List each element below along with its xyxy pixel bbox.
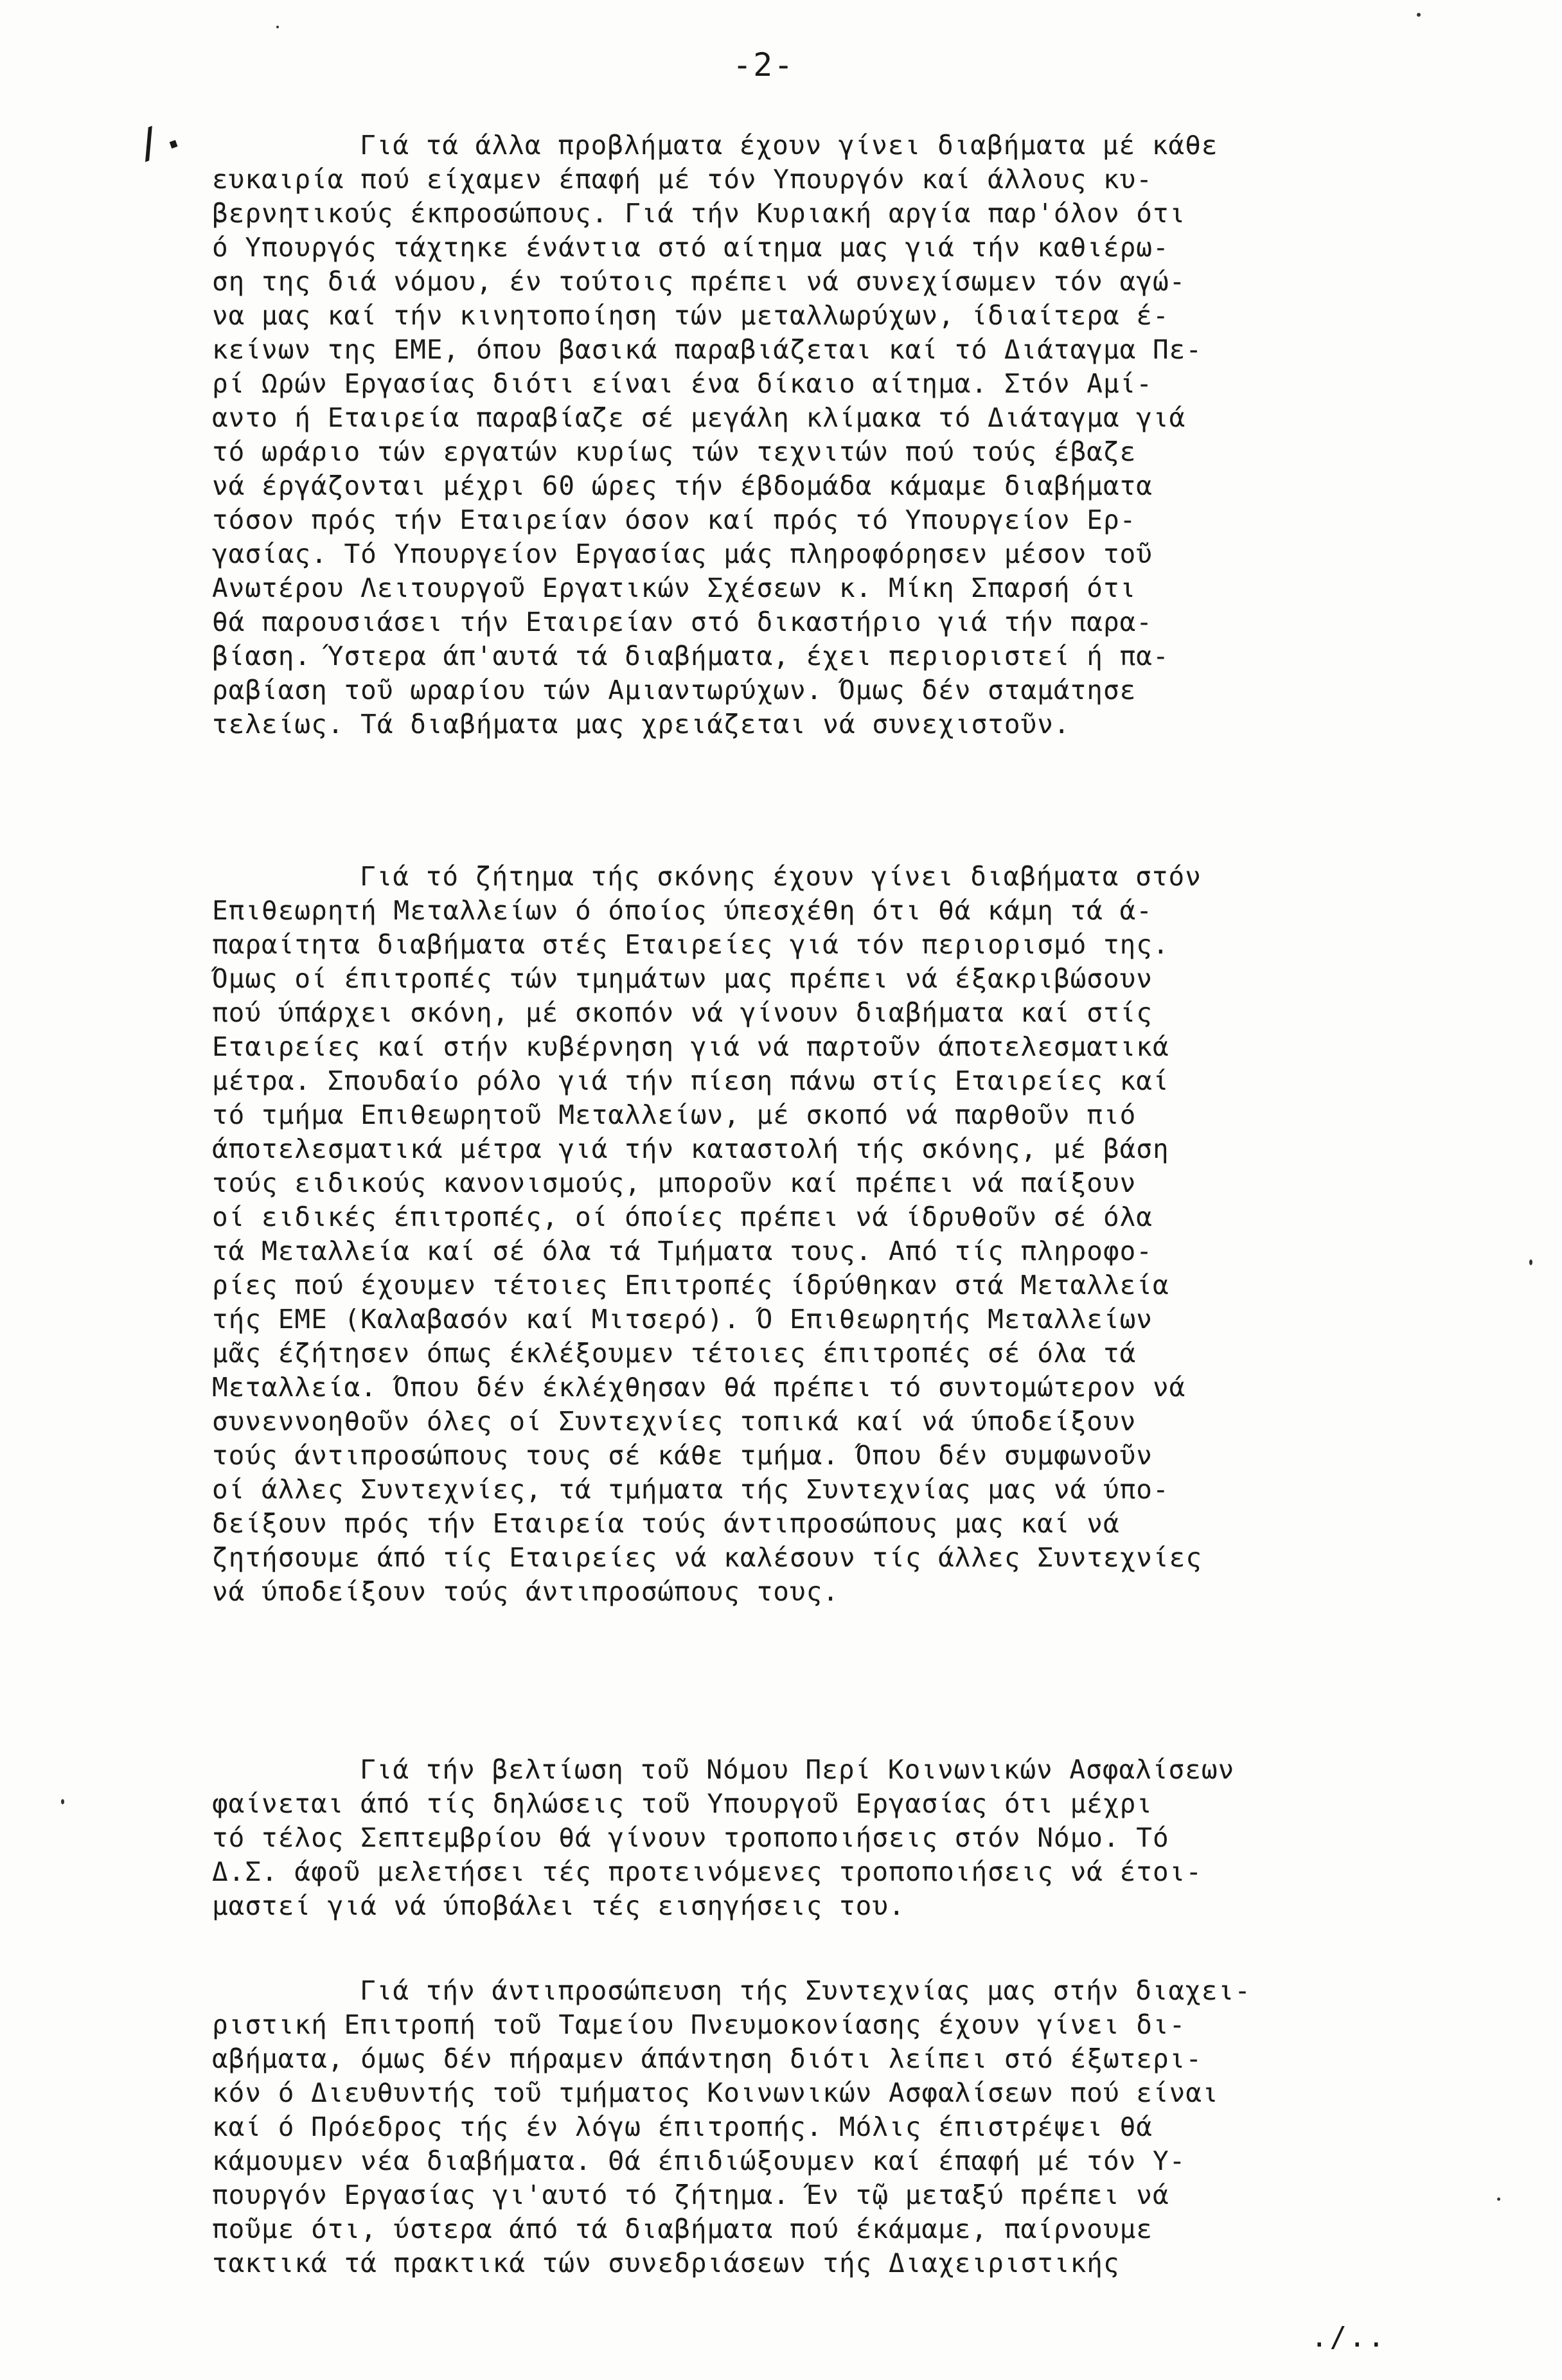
paragraph-working-conditions <box>212 129 1471 742</box>
text-line: ρί Ωρών Εργασίας διότι είναι ένα δίκαιο αίτημα. Στόν Αμί- <box>212 368 1153 399</box>
text-line: τό τμήμα Επιθεωρητοῦ Μεταλλείων, μέ σκοπό νά παρθοῦν πιό <box>212 1099 1137 1130</box>
text-line: άποτελεσματικά μέτρα γιά τήν καταστολή τής σκόνης, μέ βάση <box>212 1133 1169 1164</box>
text-line: Μεταλλεία. Όπου δέν έκλέχθησαν θά πρέπει τό συντομώτερον νά <box>212 1372 1186 1403</box>
text-line: Γιά τήν άντιπροσώπευση τής Συντεχνίας μας στήν διαχει- <box>360 1975 1251 2006</box>
text-line: γασίας. Τό Υπουργείον Εργασίας μάς πληροφόρησεν μέσον τοῦ <box>212 538 1153 569</box>
text-line: βερνητικούς έκπροσώπους. Γιά τήν Κυριακή αργία παρ'όλον ότι <box>212 198 1186 229</box>
text-line: Γιά τό ζήτημα τής σκόνης έχουν γίνει διαβήματα στόν <box>360 861 1202 892</box>
scan-speck <box>1529 1259 1532 1265</box>
text-line: πού ύπάρχει σκόνη, μέ σκοπόν νά γίνουν διαβήματα καί στίς <box>212 997 1153 1028</box>
text-line: ό Υπουργός τάχτηκε ένάντια στό αίτημα μας γιά τήν καθιέρω- <box>212 232 1169 263</box>
text-line: τούς άντιπροσώπους τους σέ κάθε τμήμα. Όπου δέν συμφωνοῦν <box>212 1440 1153 1471</box>
text-line: μαστεί γιά νά ύποβάλει τές εισηγήσεις του. <box>212 1890 905 1921</box>
scan-speck <box>1417 13 1421 17</box>
text-line: ευκαιρία πού είχαμεν έπαφή μέ τόν Υπουργόν καί άλλους κυ- <box>212 164 1153 195</box>
text-line: οί ειδικές έπιτροπές, οί όποίες πρέπει νά ίδρυθοῦν σέ όλα <box>212 1202 1153 1232</box>
text-line: τούς ειδικούς κανονισμούς, μποροῦν καί πρέπει νά παίξουν <box>212 1168 1137 1198</box>
text-line: τό τέλος Σεπτεμβρίου θά γίνουν τροποποιήσεις στόν Νόμο. Τό <box>212 1822 1169 1853</box>
page-number: -2- <box>732 46 795 84</box>
text-line: Εταιρείες καί στήν κυβέρνηση γιά νά παρτοῦν άποτελεσματικά <box>212 1031 1169 1062</box>
text-line: τά Μεταλλεία καί σέ όλα τά Τμήματα τους. Από τίς πληροφο- <box>212 1236 1153 1266</box>
text-line: κείνων της ΕΜΕ, όπου βασικά παραβιάζεται καί τό Διάταγμα Πε- <box>212 334 1203 365</box>
text-line: μέτρα. Σπουδαίο ρόλο γιά τήν πίεση πάνω στίς Εταιρείες καί <box>212 1065 1169 1096</box>
text-line: ραβίαση τοῦ ωραρίου τών Αμιαντωρύχων. Όμως δέν σταμάτησε <box>212 675 1137 706</box>
text-line: παραίτητα διαβήματα στές Εταιρείες γιά τόν περιορισμό της. <box>212 929 1169 960</box>
scan-speck <box>276 26 279 28</box>
text-line: Επιθεωρητή Μεταλλείων ό όποίος ύπεσχέθη ότι θά κάμη τά ά- <box>212 895 1153 926</box>
text-line: βίαση. Ύστερα άπ'αυτά τά διαβήματα, έχει περιοριστεί ή πα- <box>212 641 1169 671</box>
continuation-mark: ./.. <box>1311 2321 1387 2354</box>
text-line: ριστική Επιτροπή τοῦ Ταμείου Πνευμοκονίασης έχουν γίνει δι- <box>212 2009 1186 2040</box>
text-line: νά ύποδείξουν τούς άντιπροσώπους τους. <box>212 1576 839 1607</box>
text-line: κάμουμεν νέα διαβήματα. Θά έπιδιώξουμεν καί έπαφή μέ τόν Υ- <box>212 2145 1186 2176</box>
text-line: Όμως οί έπιτροπές τών τμημάτων μας πρέπει νά έξακριβώσουν <box>212 963 1153 994</box>
text-line: αβήματα, όμως δέν πήραμεν άπάντηση διότι λείπει στό έξωτερι- <box>212 2043 1203 2074</box>
text-line: φαίνεται άπό τίς δηλώσεις τοῦ Υπουργοῦ Εργασίας ότι μέχρι <box>212 1788 1153 1819</box>
text-line: ση της διά νόμου, έν τούτοις πρέπει νά συνεχίσωμεν τόν αγώ- <box>212 266 1186 297</box>
text-line: νά έργάζονται μέχρι 60 ώρες τήν έβδομάδα κάμαμε διαβήματα <box>212 470 1153 501</box>
text-line: ζητήσουμε άπό τίς Εταιρείες νά καλέσουν τίς άλλες Συντεχνίες <box>212 1542 1203 1573</box>
paragraph-dust-issue <box>212 860 1471 1609</box>
text-line: Γιά τά άλλα προβλήματα έχουν γίνει διαβήματα μέ κάθε <box>360 130 1218 161</box>
text-line: οί άλλες Συντεχνίες, τά τμήματα τής Συντεχνίας μας νά ύπο- <box>212 1474 1169 1505</box>
text-line: ποῦμε ότι, ύστερα άπό τά διαβήματα πού έκάμαμε, παίρνουμε <box>212 2214 1153 2244</box>
paragraph-pneumoconiosis-fund <box>212 1974 1471 2280</box>
text-line: ρίες πού έχουμεν τέτοιες Επιτροπές ίδρύθηκαν στά Μεταλλεία <box>212 1270 1169 1301</box>
text-line: τακτικά τά πρακτικά τών συνεδριάσεων τής Διαχειριστικής <box>212 2248 1120 2278</box>
text-line: αντο ή Εταιρεία παραβίαζε σέ μεγάλη κλίμακα τό Διάταγμα γιά <box>212 402 1186 433</box>
text-line: τόσον πρός τήν Εταιρείαν όσον καί πρός τό Υπουργείον Ερ- <box>212 504 1137 535</box>
text-line: τό ωράριο τών εργατών κυρίως τών τεχνιτών πού τούς έβαζε <box>212 436 1137 467</box>
text-line: τελείως. Τά διαβήματα μας χρειάζεται νά συνεχιστοῦν. <box>212 709 1070 740</box>
scan-speck <box>61 1799 64 1804</box>
text-line: δείξουν πρός τήν Εταιρεία τούς άντιπροσώπους μας καί νά <box>212 1508 1120 1539</box>
text-line: συνεννοηθοῦν όλες οί Συντεχνίες τοπικά καί νά ύποδείξουν <box>212 1406 1137 1437</box>
text-line: μᾶς έζήτησεν όπως έκλέξουμεν τέτοιες έπιτροπές σέ όλα τά <box>212 1338 1137 1369</box>
text-line: να μας καί τήν κινητοποίηση τών μεταλλωρύχων, ίδιαίτερα έ- <box>212 300 1169 331</box>
text-line: κόν ό Διευθυντής τοῦ τμήματος Κοινωνικών Ασφαλίσεων πού είναι <box>212 2077 1219 2108</box>
text-line: καί ό Πρόεδρος τής έν λόγω έπιτροπής. Μόλις έπιστρέψει θά <box>212 2111 1153 2142</box>
text-line: πουργόν Εργασίας γι'αυτό τό ζήτημα. Έν τῷ μεταξύ πρέπει νά <box>212 2180 1169 2210</box>
text-line: Δ.Σ. άφοῦ μελετήσει τές προτεινόμενες τροποποιήσεις νά έτοι- <box>212 1856 1203 1887</box>
text-line: Γιά τήν βελτίωση τοῦ Νόμου Περί Κοινωνικών Ασφαλίσεων <box>360 1754 1235 1785</box>
text-line: τής ΕΜΕ (Καλαβασόν καί Μιτσερό). Ό Επιθεωρητής Μεταλλείων <box>212 1304 1153 1335</box>
text-line: Ανωτέρου Λειτουργοῦ Εργατικών Σχέσεων κ. Μίκη Σπαρσή ότι <box>212 573 1137 603</box>
paragraph-social-insurance <box>212 1753 1471 1923</box>
text-line: θά παρουσιάσει τήν Εταιρείαν στό δικαστήριο γιά τήν παρα- <box>212 607 1153 637</box>
scan-speck <box>1497 2198 1500 2201</box>
margin-mark: /. <box>130 110 190 169</box>
